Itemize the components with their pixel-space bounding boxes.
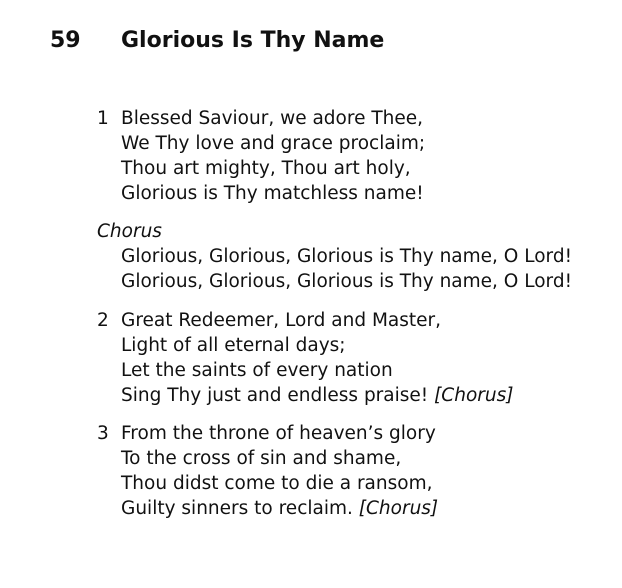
- verse-line: Great Redeemer, Lord and Master,: [121, 310, 442, 331]
- verse-number: 1: [97, 108, 109, 129]
- chorus-reference: [Chorus]: [434, 385, 514, 406]
- verse-1: [97, 106, 425, 206]
- chorus-reference: [Chorus]: [358, 498, 439, 519]
- verse-line: [121, 496, 438, 521]
- chorus-label: Chorus: [97, 221, 162, 242]
- verse-line: To the cross of sin and shame,: [121, 448, 402, 469]
- verse-line: Light of all eternal days;: [121, 335, 346, 356]
- chorus-line: Glorious, Glorious, Glorious is Thy name, O Lord!: [121, 271, 572, 292]
- verse-line: We Thy love and grace proclaim;: [121, 133, 426, 154]
- verse-line: Thou art mighty, Thou art holy,: [121, 158, 411, 179]
- verse-number: 2: [97, 310, 109, 331]
- verse-3: [97, 421, 438, 521]
- verse-line-text: Guilty sinners to reclaim.: [121, 498, 353, 519]
- verse-line: Let the saints of every nation: [121, 360, 393, 381]
- verse-2: [97, 308, 513, 408]
- verse-number: 3: [97, 423, 109, 444]
- verse-line: From the throne of heaven’s glory: [121, 423, 436, 444]
- hymn-number: 59: [50, 28, 81, 53]
- verse-line: Thou didst come to die a ransom,: [121, 473, 433, 494]
- verse-line-text: Sing Thy just and endless praise!: [121, 385, 429, 406]
- verse-line: [121, 383, 513, 408]
- chorus-line: Glorious, Glorious, Glorious is Thy name, O Lord!: [121, 246, 572, 267]
- chorus: [97, 219, 572, 294]
- hymn-title: Glorious Is Thy Name: [121, 28, 385, 53]
- verse-line: Glorious is Thy matchless name!: [121, 183, 424, 204]
- verse-line: Blessed Saviour, we adore Thee,: [121, 108, 423, 129]
